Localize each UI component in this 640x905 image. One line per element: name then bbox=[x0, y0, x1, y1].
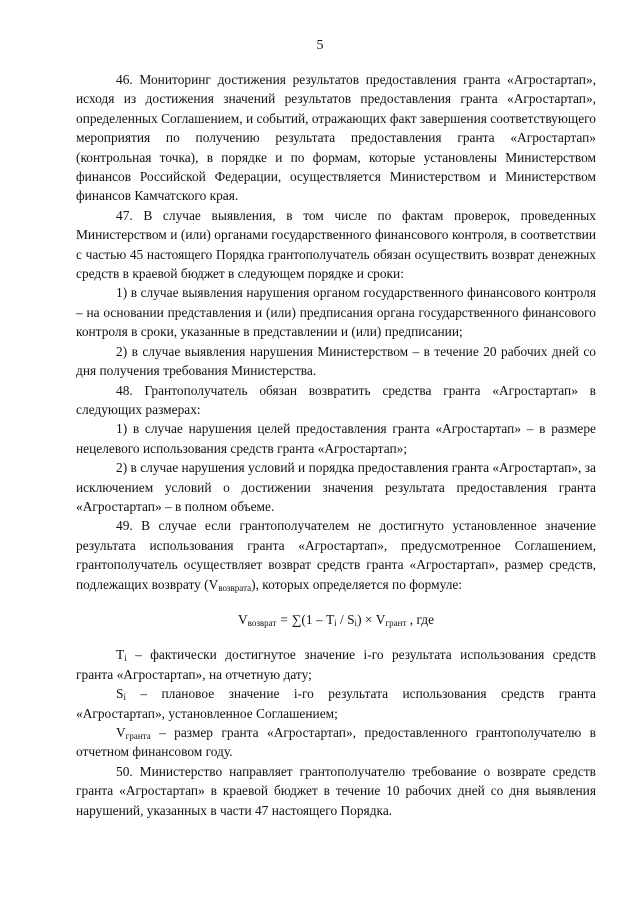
paragraph-47-item-1: 1) в случае выявления нарушения органом государственного финансового контроля – на основании представления и (или) предписания органа государственного финансового контроля в сроки, указанные в представлении и (или) предписании; bbox=[76, 285, 596, 340]
paragraph-48-item-1: 1) в случае нарушения целей предоставления гранта «Агростартап» – в размере нецелевого использования средств гранта «Агростартап»; bbox=[76, 421, 596, 456]
si-subscript: i bbox=[123, 692, 126, 703]
paragraph-50: 50. Министерство направляет грантополучателю требование о возврате средств гранта «Агростартап» в краевой бюджет в течение 10 рабочих дней со дня выявления нарушений, указанных в части 47 настоящего Порядка. bbox=[76, 763, 596, 818]
vg-definition: – размер гранта «Агростартап», предоставленного грантополучателю в отчетном финансовом году. bbox=[76, 725, 596, 760]
formula-body-start: ∑(1 – T bbox=[291, 611, 335, 627]
definition-ti bbox=[76, 645, 596, 684]
formula-equals: = bbox=[280, 611, 288, 627]
paragraph-49-text-start: 49. В случае если грантополучателем не достигнуто установленное значение результата использования гранта «Агростартап», предусмотренное Соглашением, грантополучатель осуществляет возврат средств гранта «Агростартап», размер средств, подлежащих возврату (V bbox=[76, 518, 596, 592]
vg-symbol: V bbox=[116, 725, 126, 740]
formula-body-end: ) × V bbox=[357, 611, 386, 627]
paragraph-46: 46. Мониторинг достижения результатов предоставления гранта «Агростартап», исходя из достижения значений результатов предоставления гранта «Агростартап», определенных Соглашением, и событий, отражающих факт завершения соответствующего мероприятия по получению результата предоставления гранта «Агростартап» (контрольная точка), в порядке и по формам, которые установлены Министерством финансов Российской Федерации, осуществляется Министерством и Министерством финансов Камчатского края. bbox=[76, 72, 596, 204]
paragraph-47: 47. В случае выявления, в том числе по фактам проверок, проведенных Министерством и (или) органами государственного финансового контроля, в соответствии с частью 45 настоящего Порядка грантополучатель обязан осуществить возврат денежных средств в краевой бюджет в следующем порядке и сроки: bbox=[76, 207, 596, 282]
v-return-subscript: возврата bbox=[218, 582, 252, 593]
si-definition: – плановое значение i-го результата использования средств гранта «Агростартап», установленное Соглашением; bbox=[76, 686, 596, 721]
paragraph-49-text-end: ), которых определяется по формуле: bbox=[251, 576, 463, 592]
paragraph-48-item-2: 2) в случае нарушения условий и порядка предоставления гранта «Агростартап», за исключением условий о достижении значения результата предоставления гранта «Агростартап» – в полном объеме. bbox=[76, 460, 596, 514]
formula-s-subscript: i bbox=[354, 617, 358, 628]
definition-si bbox=[76, 684, 596, 723]
definition-v-grant bbox=[76, 723, 596, 762]
refund-formula bbox=[76, 610, 596, 629]
ti-symbol: T bbox=[116, 647, 125, 663]
formula-v-subscript: грант bbox=[385, 617, 407, 628]
ti-subscript: i bbox=[124, 653, 127, 664]
paragraph-48: 48. Грантополучатель обязан возвратить средства гранта «Агростартап» в следующих размерах: bbox=[76, 382, 596, 417]
page-number: 5 bbox=[316, 38, 324, 53]
formula-lhs: V bbox=[237, 611, 248, 627]
paragraph-49 bbox=[76, 516, 596, 594]
formula-t-subscript: i bbox=[334, 617, 337, 628]
ti-definition: – фактически достигнутое значение i-го результата использования средств гранта «Агростартап», на отчетную дату; bbox=[76, 647, 596, 682]
formula-tail: , где bbox=[409, 611, 435, 627]
si-symbol: S bbox=[116, 686, 124, 702]
paragraph-47-item-2: 2) в случае выявления нарушения Министерством – в течение 20 рабочих дней со дня получения требования Министерства. bbox=[76, 343, 596, 379]
formula-body-mid: / S bbox=[336, 611, 355, 627]
formula-lhs-subscript: возврат bbox=[247, 617, 277, 628]
document-body bbox=[76, 70, 596, 820]
vg-subscript: гранта bbox=[125, 731, 151, 741]
